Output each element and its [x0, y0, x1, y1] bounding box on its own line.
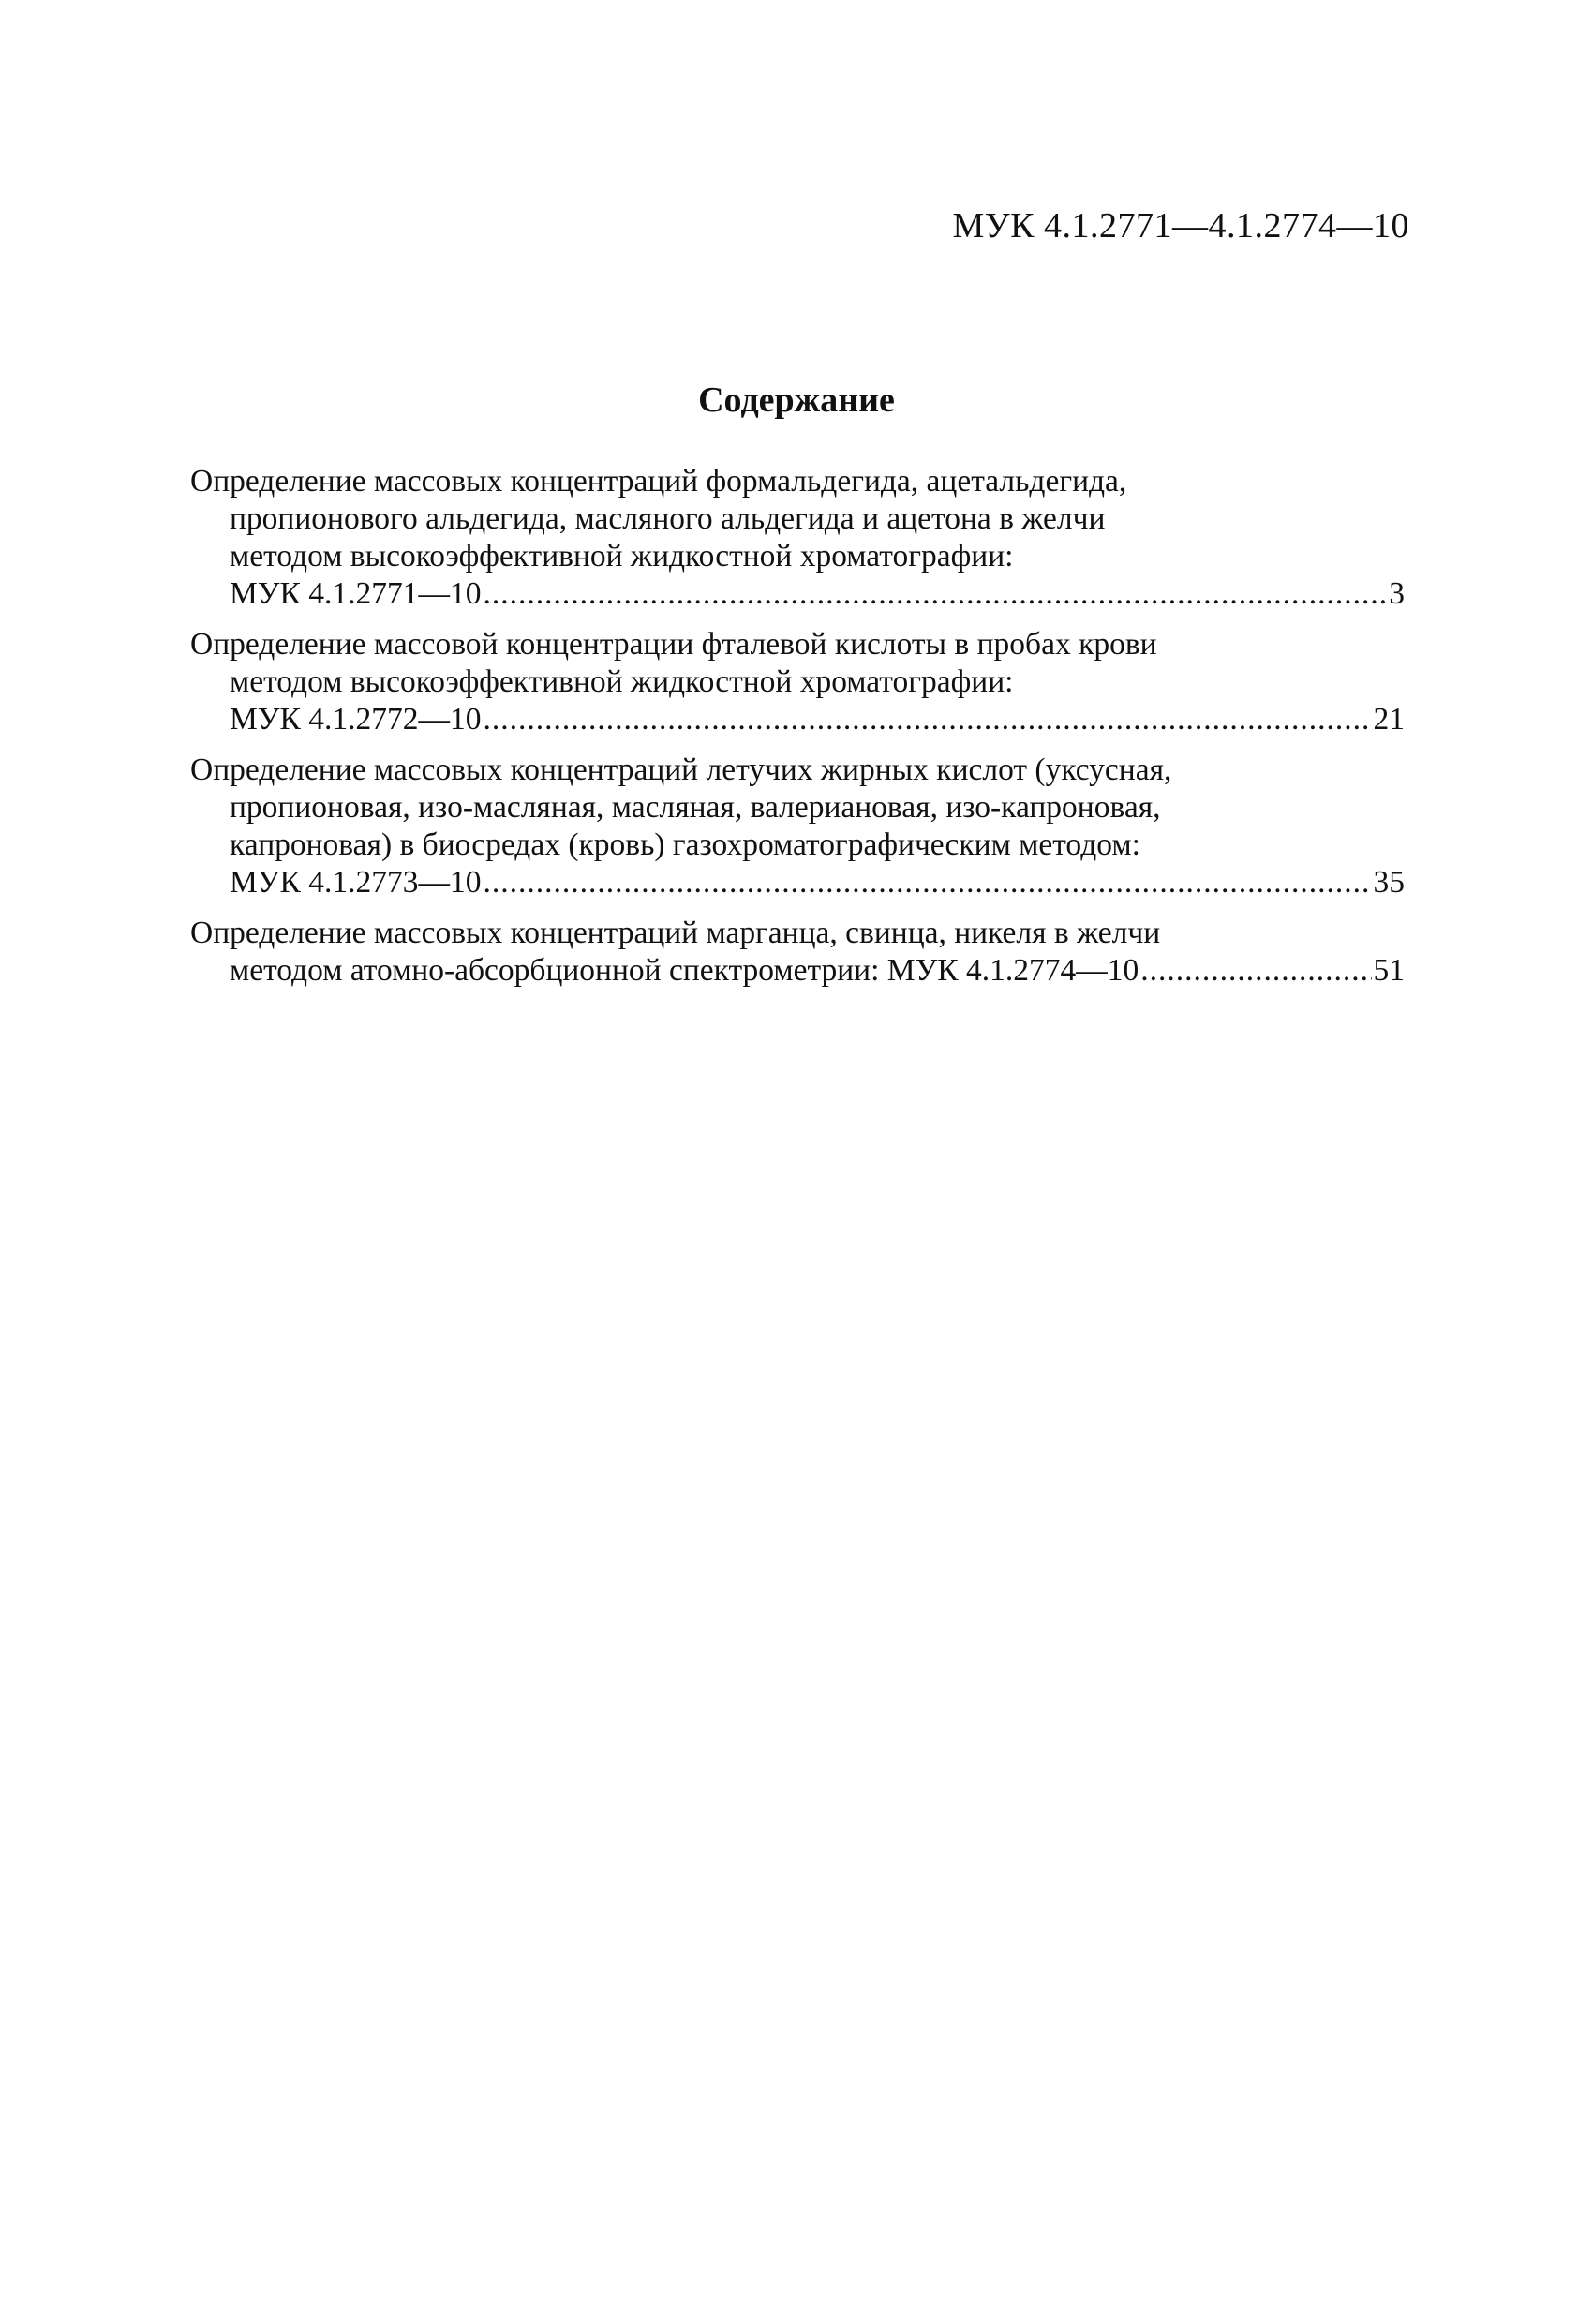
toc-entry-code: методом атомно-абсорбционной спектрометрии: МУК 4.1.2774—10 — [230, 953, 1139, 988]
toc-entry[interactable] — [190, 463, 1405, 613]
toc-entry-line: пропионового альдегида, масляного альдегида и ацетона в желчи — [230, 501, 1106, 536]
toc-entry-title: Определение массовой концентрации фталевой кислоты в пробах крови — [190, 627, 1157, 662]
toc-entry-code: МУК 4.1.2771—10 — [230, 576, 482, 611]
toc-entry-reference — [190, 952, 1405, 990]
toc-entry-code: МУК 4.1.2772—10 — [230, 702, 482, 737]
dot-leader — [1140, 952, 1371, 990]
toc-entry-reference — [190, 864, 1405, 901]
dot-leader — [483, 575, 1387, 613]
toc-entry-title: Определение массовых концентраций формальдегида, ацетальдегида, — [190, 464, 1127, 499]
toc-entry[interactable] — [190, 626, 1405, 738]
toc-page-number: 3 — [1389, 576, 1405, 611]
toc-entry-line: методом высокоэффективной жидкостной хроматографии: — [230, 539, 1014, 574]
toc-entry-title: Определение массовых концентраций марганца, свинца, никеля в желчи — [190, 916, 1161, 950]
toc-entry-code: МУК 4.1.2773—10 — [230, 865, 482, 900]
toc-entry-line: капроновая) в биосредах (кровь) газохроматографическим методом: — [230, 827, 1140, 862]
toc-page-number: 35 — [1373, 865, 1405, 900]
dot-leader — [483, 701, 1371, 738]
toc-page-number: 51 — [1373, 953, 1405, 988]
toc-entry[interactable] — [190, 915, 1405, 990]
document-code-header: МУК 4.1.2771—4.1.2774—10 — [952, 206, 1409, 246]
toc-entry-line: пропионовая, изо-масляная, масляная, валериановая, изо-капроновая, — [230, 790, 1161, 825]
toc-entry-title: Определение массовых концентраций летучих жирных кислот (уксусная, — [190, 752, 1172, 787]
toc-entry-reference — [190, 575, 1405, 613]
table-of-contents — [190, 463, 1405, 1003]
page-title: Содержание — [698, 380, 895, 420]
toc-entry[interactable] — [190, 752, 1405, 901]
dot-leader — [483, 864, 1371, 901]
toc-entry-line: методом высокоэффективной жидкостной хроматографии: — [230, 664, 1014, 699]
toc-page-number: 21 — [1373, 702, 1405, 737]
toc-entry-reference — [190, 701, 1405, 738]
